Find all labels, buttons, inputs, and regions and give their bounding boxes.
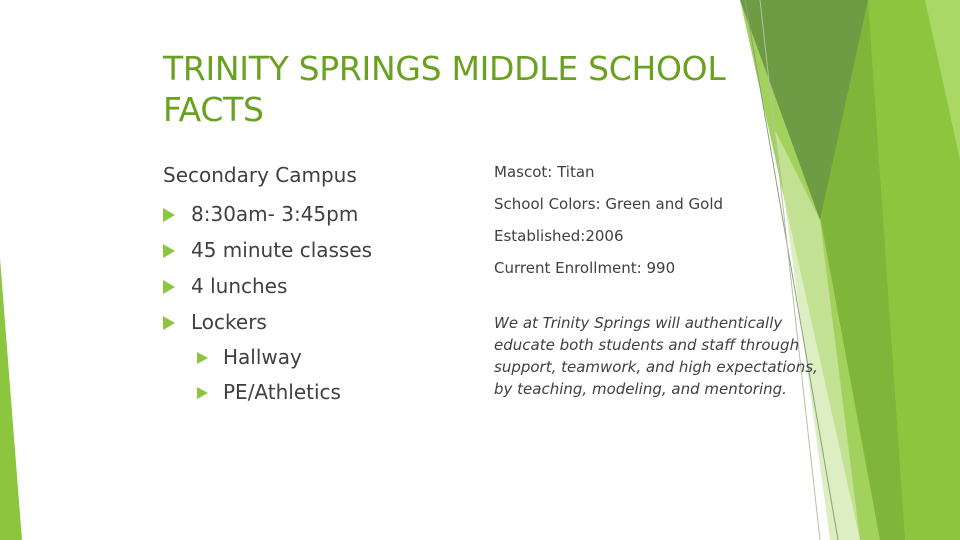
- list-item: [163, 268, 483, 304]
- established-fact: Established:2006: [494, 227, 624, 245]
- arrow-right-icon: [197, 352, 208, 364]
- campus-heading: Secondary Campus: [163, 163, 357, 187]
- enrollment-fact: Current Enrollment: 990: [494, 259, 676, 277]
- mascot-fact: Mascot: Titan: [494, 163, 595, 181]
- sub-list-item-text: Hallway: [223, 345, 302, 369]
- left-accent-shape: [0, 258, 22, 540]
- left-column: [163, 160, 483, 410]
- arrow-right-icon: [163, 280, 175, 294]
- list-item: [163, 196, 483, 232]
- arrow-right-icon: [163, 208, 175, 222]
- list-item-text: 4 lunches: [191, 274, 288, 298]
- list-item: [163, 232, 483, 268]
- right-column: [494, 160, 824, 400]
- school-colors-fact: School Colors: Green and Gold: [494, 195, 724, 213]
- list-item: [163, 304, 483, 340]
- mission-statement: We at Trinity Springs will authentically educate both students and staff through support, teamwork, and high expectations, by teaching, modeling, and mentoring.: [494, 314, 818, 398]
- slide-title: TRINITY SPRINGS MIDDLE SCHOOL FACTS: [163, 49, 726, 129]
- arrow-right-icon: [197, 387, 208, 399]
- sub-list-item-text: PE/Athletics: [223, 380, 341, 404]
- arrow-right-icon: [163, 316, 175, 330]
- arrow-right-icon: [163, 244, 175, 258]
- list-item-text: Lockers: [191, 310, 267, 334]
- sub-list-item: [197, 340, 483, 375]
- list-item-text: 8:30am- 3:45pm: [191, 202, 359, 226]
- campus-bullet-list: [163, 196, 483, 340]
- sub-list-item: [197, 375, 483, 410]
- list-item-text: 45 minute classes: [191, 238, 373, 262]
- lockers-sub-list: [163, 340, 483, 410]
